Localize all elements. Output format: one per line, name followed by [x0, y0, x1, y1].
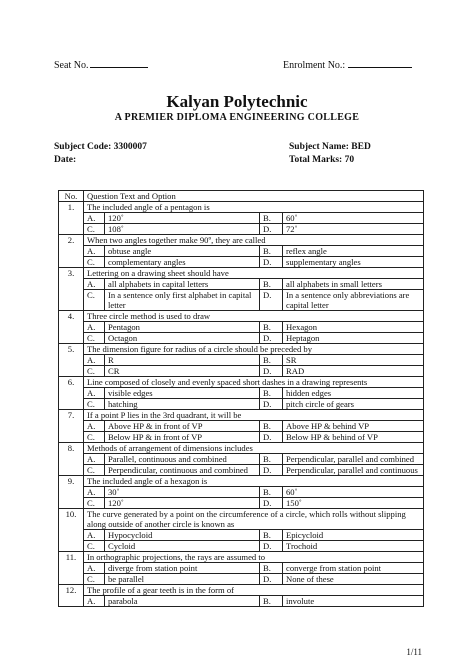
option-text: Hexagon [283, 322, 424, 333]
question-row [59, 585, 424, 596]
column-header-question: Question Text and Option [84, 191, 424, 202]
question-row [59, 476, 424, 487]
option-row [59, 498, 424, 509]
option-letter: A. [84, 388, 105, 399]
option-row [59, 596, 424, 607]
question-text: Line composed of closely and evenly spaced short dashes in a drawing represents [84, 377, 424, 388]
question-row [59, 552, 424, 563]
enrolment-number-field [283, 58, 412, 71]
option-letter: D. [260, 399, 283, 410]
question-text: In orthographic projections, the rays are assumed to [84, 552, 424, 563]
option-letter: B. [260, 530, 283, 541]
option-text: RAD [283, 366, 424, 377]
option-row [59, 432, 424, 443]
option-letter: B. [260, 454, 283, 465]
option-letter: C. [84, 541, 105, 552]
question-number: 3. [59, 268, 84, 311]
option-row [59, 366, 424, 377]
option-text: Trochoid [283, 541, 424, 552]
option-letter: D. [260, 432, 283, 443]
option-letter: B. [260, 596, 283, 607]
option-letter: B. [260, 246, 283, 257]
option-row [59, 257, 424, 268]
option-letter: C. [84, 366, 105, 377]
question-number: 1. [59, 202, 84, 235]
option-text: Epicycloid [283, 530, 424, 541]
option-letter: A. [84, 454, 105, 465]
option-text: In a sentence only first alphabet in capital letter [105, 290, 260, 311]
option-text: hatching [105, 399, 260, 410]
question-text: Methods of arrangement of dimensions includes [84, 443, 424, 454]
option-row [59, 399, 424, 410]
option-letter: A. [84, 213, 105, 224]
option-letter: B. [260, 322, 283, 333]
question-row [59, 410, 424, 421]
option-letter: D. [260, 257, 283, 268]
option-letter: A. [84, 563, 105, 574]
question-number: 12. [59, 585, 84, 607]
option-row [59, 465, 424, 476]
question-number: 4. [59, 311, 84, 344]
option-text: 30˚ [105, 487, 260, 498]
question-number: 9. [59, 476, 84, 509]
option-text: 120˚ [105, 498, 260, 509]
question-number: 10. [59, 509, 84, 552]
question-row [59, 377, 424, 388]
option-text: 108˚ [105, 224, 260, 235]
seat-label: Seat No. [54, 60, 89, 71]
option-row [59, 224, 424, 235]
question-row [59, 202, 424, 213]
option-letter: D. [260, 224, 283, 235]
subject-code: Subject Code: 3300007 [54, 142, 147, 152]
option-letter: C. [84, 498, 105, 509]
option-row [59, 279, 424, 290]
option-letter: D. [260, 290, 283, 311]
seat-blank-line [90, 58, 148, 68]
option-letter: C. [84, 574, 105, 585]
option-letter: D. [260, 541, 283, 552]
option-row [59, 290, 424, 311]
option-text: Below HP & in front of VP [105, 432, 260, 443]
option-letter: C. [84, 399, 105, 410]
question-row [59, 235, 424, 246]
option-text: Pentagon [105, 322, 260, 333]
date-label: Date: [54, 155, 77, 165]
option-row [59, 355, 424, 366]
question-number: 5. [59, 344, 84, 377]
option-text: 60˚ [283, 487, 424, 498]
question-row [59, 443, 424, 454]
option-text: reflex angle [283, 246, 424, 257]
option-text: 150˚ [283, 498, 424, 509]
option-letter: A. [84, 279, 105, 290]
option-row [59, 563, 424, 574]
question-text: The profile of a gear teeth is in the form of [84, 585, 424, 596]
option-text: Parallel, continuous and combined [105, 454, 260, 465]
option-text: Perpendicular, parallel and combined [283, 454, 424, 465]
option-text: diverge from station point [105, 563, 260, 574]
option-text: 60˚ [283, 213, 424, 224]
option-letter: A. [84, 530, 105, 541]
option-letter: C. [84, 333, 105, 344]
option-letter: A. [84, 322, 105, 333]
table-header-row [59, 191, 424, 202]
option-row [59, 388, 424, 399]
option-text: all alphabets in capital letters [105, 279, 260, 290]
page-number: 1/11 [406, 647, 422, 657]
option-letter: A. [84, 421, 105, 432]
option-row [59, 333, 424, 344]
option-text: Above HP & behind VP [283, 421, 424, 432]
option-letter: D. [260, 498, 283, 509]
option-text: Above HP & in front of VP [105, 421, 260, 432]
option-row [59, 246, 424, 257]
question-number: 2. [59, 235, 84, 268]
option-letter: C. [84, 257, 105, 268]
option-text: obtuse angle [105, 246, 260, 257]
question-number: 11. [59, 552, 84, 585]
option-text: Perpendicular, continuous and combined [105, 465, 260, 476]
option-letter: A. [84, 487, 105, 498]
option-text: SR [283, 355, 424, 366]
option-letter: C. [84, 290, 105, 311]
option-letter: B. [260, 279, 283, 290]
option-letter: B. [260, 487, 283, 498]
option-letter: B. [260, 563, 283, 574]
option-letter: B. [260, 421, 283, 432]
option-text: In a sentence only abbreviations are capital letter [283, 290, 424, 311]
option-text: visible edges [105, 388, 260, 399]
option-letter: A. [84, 246, 105, 257]
question-number: 7. [59, 410, 84, 443]
question-row [59, 509, 424, 530]
option-row [59, 421, 424, 432]
question-text: When two angles together make 90º, they are called [84, 235, 424, 246]
question-row [59, 268, 424, 279]
option-text: 72˚ [283, 224, 424, 235]
option-row [59, 213, 424, 224]
college-tagline: A PREMIER DIPLOMA ENGINEERING COLLEGE [114, 112, 360, 123]
option-row [59, 530, 424, 541]
option-letter: C. [84, 465, 105, 476]
option-text: converge from station point [283, 563, 424, 574]
option-text: Octagon [105, 333, 260, 344]
option-letter: D. [260, 333, 283, 344]
option-text: Heptagon [283, 333, 424, 344]
option-text: parabola [105, 596, 260, 607]
option-letter: D. [260, 465, 283, 476]
option-text: supplementary angles [283, 257, 424, 268]
college-name: Kalyan Polytechnic [166, 92, 308, 111]
seat-number-field [54, 58, 148, 71]
option-text: CR [105, 366, 260, 377]
option-text: Cycloid [105, 541, 260, 552]
option-text: 120˚ [105, 213, 260, 224]
option-text: R [105, 355, 260, 366]
option-text: all alphabets in small letters [283, 279, 424, 290]
option-row [59, 454, 424, 465]
option-letter: B. [260, 388, 283, 399]
option-text: involute [283, 596, 424, 607]
option-letter: A. [84, 596, 105, 607]
enrolment-blank-line [348, 58, 412, 68]
option-letter: A. [84, 355, 105, 366]
option-text: Below HP & behind of VP [283, 432, 424, 443]
subject-name: Subject Name: BED [289, 142, 371, 152]
option-row [59, 574, 424, 585]
option-text: be parallel [105, 574, 260, 585]
question-text: The dimension figure for radius of a circle should be preceded by [84, 344, 424, 355]
option-letter: B. [260, 213, 283, 224]
option-row [59, 322, 424, 333]
option-letter: D. [260, 574, 283, 585]
option-text: Perpendicular, parallel and continuous [283, 465, 424, 476]
question-number: 8. [59, 443, 84, 476]
question-row [59, 311, 424, 322]
question-table [58, 190, 424, 607]
option-text: Hypocycloid [105, 530, 260, 541]
option-text: None of these [283, 574, 424, 585]
option-text: pitch circle of gears [283, 399, 424, 410]
option-row [59, 541, 424, 552]
question-row [59, 344, 424, 355]
option-row [59, 487, 424, 498]
option-letter: B. [260, 355, 283, 366]
question-text: The included angle of a pentagon is [84, 202, 424, 213]
option-text: complementary angles [105, 257, 260, 268]
question-number: 6. [59, 377, 84, 410]
question-text: If a point P lies in the 3rd quadrant, it will be [84, 410, 424, 421]
enrolment-label: Enrolment No.: [283, 60, 346, 71]
option-text: hidden edges [283, 388, 424, 399]
column-header-no: No. [59, 191, 84, 202]
option-letter: C. [84, 224, 105, 235]
question-text: The included angle of a hexagon is [84, 476, 424, 487]
question-text: The curve generated by a point on the circumference of a circle, which rolls without slipping along outside of another circle is known as [84, 509, 424, 530]
question-text: Three circle method is used to draw [84, 311, 424, 322]
total-marks: Total Marks: 70 [289, 155, 355, 165]
question-text: Lettering on a drawing sheet should have [84, 268, 424, 279]
option-letter: C. [84, 432, 105, 443]
option-letter: D. [260, 366, 283, 377]
